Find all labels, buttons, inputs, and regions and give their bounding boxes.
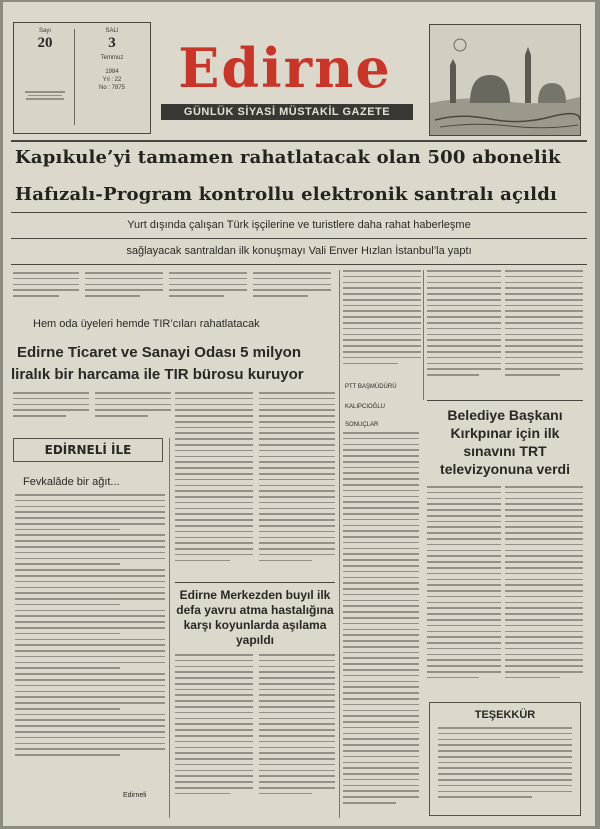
newspaper-page [3, 2, 595, 826]
main-headline-line-1: Kapıkule’yi tamamen rahatlatacak olan 500 abonelik [15, 147, 561, 168]
column-body [15, 494, 165, 794]
article-column [343, 432, 419, 816]
year: 1984 [105, 69, 119, 75]
thanks-notice-box [429, 702, 581, 816]
column-rule [339, 270, 340, 818]
article-column [259, 654, 335, 814]
column-logo: EDİRNELİ İLE [44, 443, 132, 457]
masthead-rule [11, 140, 587, 142]
vaccination-headline: Edirne Merkezden buyıl ilk defa yavru atma hastalığına karşı koyunlarda aşılama yapıldı [176, 588, 334, 647]
masthead-illustration [429, 24, 581, 136]
issue-number: No : 7875 [98, 85, 126, 91]
mosque-landscape-illustration [430, 25, 580, 135]
article-column [13, 392, 89, 432]
headline-rule [11, 212, 587, 213]
article-column [259, 392, 335, 578]
deck-rule [11, 238, 587, 239]
ptt-label: PTT BAŞMÜDÜRÜ [345, 384, 397, 390]
tir-headline-line-2: liralık bir harcama ile TIR bürosu kuruyor [11, 366, 304, 383]
column-logo-box [13, 438, 163, 462]
tir-kicker: Hem oda üyeleri hemde TIR’cıları rahatlatacak [33, 318, 260, 330]
article-column [505, 486, 583, 696]
article-column [343, 270, 421, 380]
section-rule [427, 400, 583, 401]
mayor-headline: Belediye Başkanı Kırkpınar için ilk sınavını TRT televizyonuna verdi [440, 407, 570, 477]
thanks-title: TEŞEKKÜR [474, 709, 536, 721]
headline-deck-line-1: Yurt dışında çalışan Türk işçilerine ve turistlere daha rahat haberleşme [127, 219, 471, 231]
article-column [427, 270, 501, 394]
tir-headline-line-1: Edirne Ticaret ve Sanayi Odası 5 milyon [17, 344, 302, 361]
column-rule [169, 438, 170, 818]
issue-day: 20 [37, 35, 53, 51]
main-headline-line-2: Hafızalı-Program kontrollu elektronik santralı açıldı [15, 184, 558, 205]
thanks-body [438, 727, 572, 811]
sonuclar-label: SONUÇLAR [345, 422, 379, 428]
article-column [175, 654, 253, 814]
article-column [85, 272, 163, 312]
column-signoff: Edirneli [123, 792, 147, 799]
article-column [95, 392, 171, 432]
headline-deck-line-2: sağlayacak santraldan ilk konuşmayı Vali Enver Hızlan İstanbul’la yaptı [126, 245, 472, 257]
weekday: SALI [105, 28, 119, 34]
issue-label: Sayı [38, 28, 51, 34]
column-title: Fevkalâde bir ağıt... [23, 476, 120, 488]
column-rule [423, 270, 424, 400]
article-column [13, 272, 79, 312]
deck-rule-2 [11, 264, 587, 265]
month: Temmuz [100, 55, 124, 61]
newspaper-logo: Edirne [178, 36, 392, 100]
article-column [253, 272, 331, 312]
newspaper-subtitle: GÜNLÜK SİYASİ MÜSTAKİL GAZETE [161, 104, 413, 120]
article-column [169, 272, 247, 312]
kalipcioglu-label: KALIPCIOĞLU [345, 404, 386, 410]
date-box [13, 22, 151, 134]
article-column [427, 486, 501, 696]
article-column [505, 270, 583, 394]
article-column [175, 392, 253, 578]
section-rule [175, 582, 335, 583]
date-number: 3 [108, 35, 116, 51]
volume: Yıl : 22 [102, 77, 122, 83]
